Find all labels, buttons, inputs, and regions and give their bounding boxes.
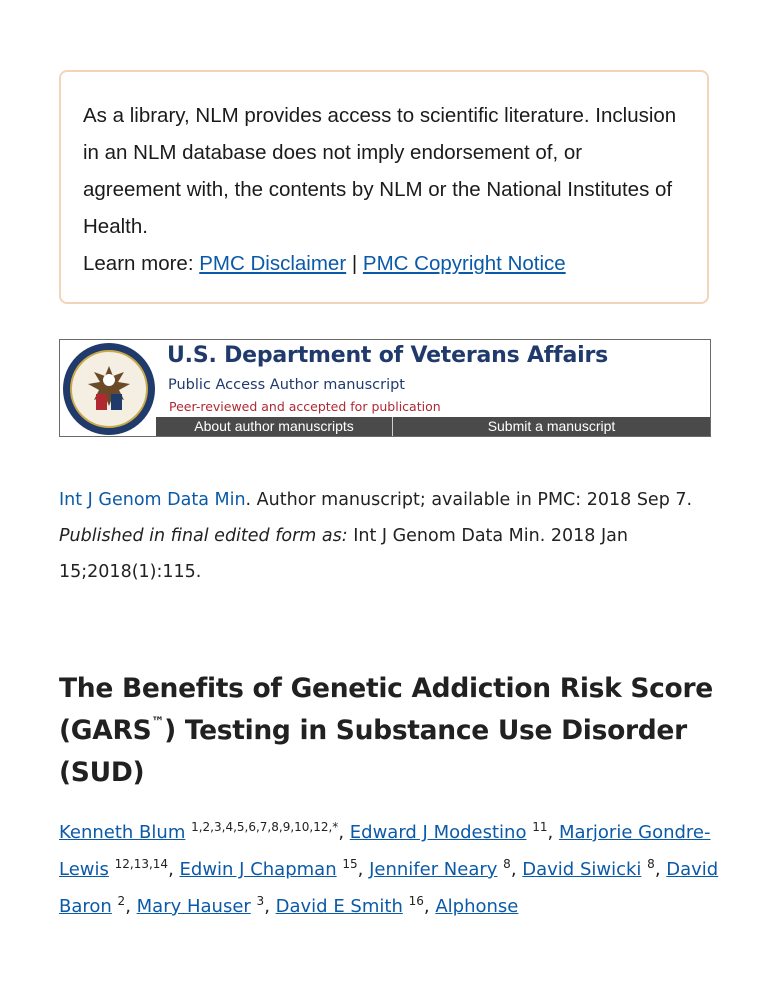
nlm-notice-box <box>59 70 709 304</box>
author-link[interactable]: Edward J Modestino <box>349 822 527 843</box>
author-affiliation: 8 <box>647 857 655 871</box>
banner-title: U.S. Department of Veterans Affairs <box>167 343 609 368</box>
author-link[interactable]: David Baron <box>59 859 719 917</box>
author-affiliation: 12,13,14 <box>114 857 169 871</box>
published-label: Published in final edited form as: <box>59 526 348 546</box>
author-affiliation: 16 <box>408 894 424 908</box>
title-part-1: The Benefits of Genetic Addiction Risk Score (GARS <box>59 673 713 746</box>
banner-peer-review-note: Peer-reviewed and accepted for publication <box>169 399 441 414</box>
notice-text: As a library, NLM provides access to scientific literature. Inclusion in an NLM database does not imply endorsement of, or agreement with, the contents by NLM or the National Institutes of Health. <box>83 104 677 238</box>
submit-manuscript-link[interactable]: Submit a manuscript <box>487 418 616 434</box>
author-link[interactable]: Jennifer Neary <box>369 859 498 880</box>
pmc-copyright-link[interactable]: PMC Copyright Notice <box>362 252 566 275</box>
author-link[interactable]: Edwin J Chapman <box>179 859 337 880</box>
author-affiliation: 1,2,3,4,5,6,7,8,9,10,12,* <box>191 820 339 834</box>
author-affiliation: 15 <box>342 857 358 871</box>
author-link[interactable]: Alphonse <box>435 896 519 917</box>
trademark-symbol: ™ <box>151 715 165 730</box>
learn-more-label: Learn more: <box>83 252 200 275</box>
va-banner <box>59 339 711 437</box>
published-reference: Int J Genom Data Min. 2018 Jan 15;2018(1):115. <box>59 526 628 582</box>
author-affiliation: 3 <box>256 894 265 908</box>
author-list: Kenneth Blum $^{1,2,3,4,5,6,7,8,9,10,12,*}$, Edward J Modestino $^{11}$, Marjorie Gondre-Lewis $^{12,13,14}$, Edwin J Chapman $^{15}$, Jennifer Neary $^8$, David Siwicki $^8$, David Baron $^2$, Mary Hauser $^3$, David E Smith $^{16}$, Alphonse <box>59 820 719 917</box>
author-link[interactable]: Mary Hauser <box>136 896 251 917</box>
link-separator: | <box>346 252 363 275</box>
va-seal-icon <box>62 342 156 436</box>
journal-link[interactable]: Int J Genom Data Min <box>59 490 246 510</box>
author-affiliation: 2 <box>117 894 126 908</box>
author-affiliation: 11 <box>532 820 548 834</box>
about-author-manuscripts-link[interactable]: About author manuscripts <box>156 417 393 436</box>
pmc-disclaimer-link[interactable]: PMC Disclaimer <box>199 252 347 275</box>
author-link[interactable]: David E Smith <box>275 896 403 917</box>
banner-link-bar <box>156 417 710 436</box>
learn-more-line <box>83 245 685 282</box>
article-title <box>59 668 719 794</box>
author-link[interactable]: David Siwicki <box>522 859 642 880</box>
author-link[interactable]: Kenneth Blum <box>59 822 186 843</box>
author-link[interactable]: Marjorie Gondre-Lewis <box>59 822 711 880</box>
author-affiliation: 8 <box>503 857 511 871</box>
availability-text: . Author manuscript; available in PMC: 2018 Sep 7. <box>245 490 693 510</box>
citation-block <box>59 482 709 590</box>
title-part-2: ) Testing in Substance Use Disorder (SUD) <box>59 715 687 788</box>
banner-subtitle: Public Access Author manuscript <box>168 377 405 393</box>
